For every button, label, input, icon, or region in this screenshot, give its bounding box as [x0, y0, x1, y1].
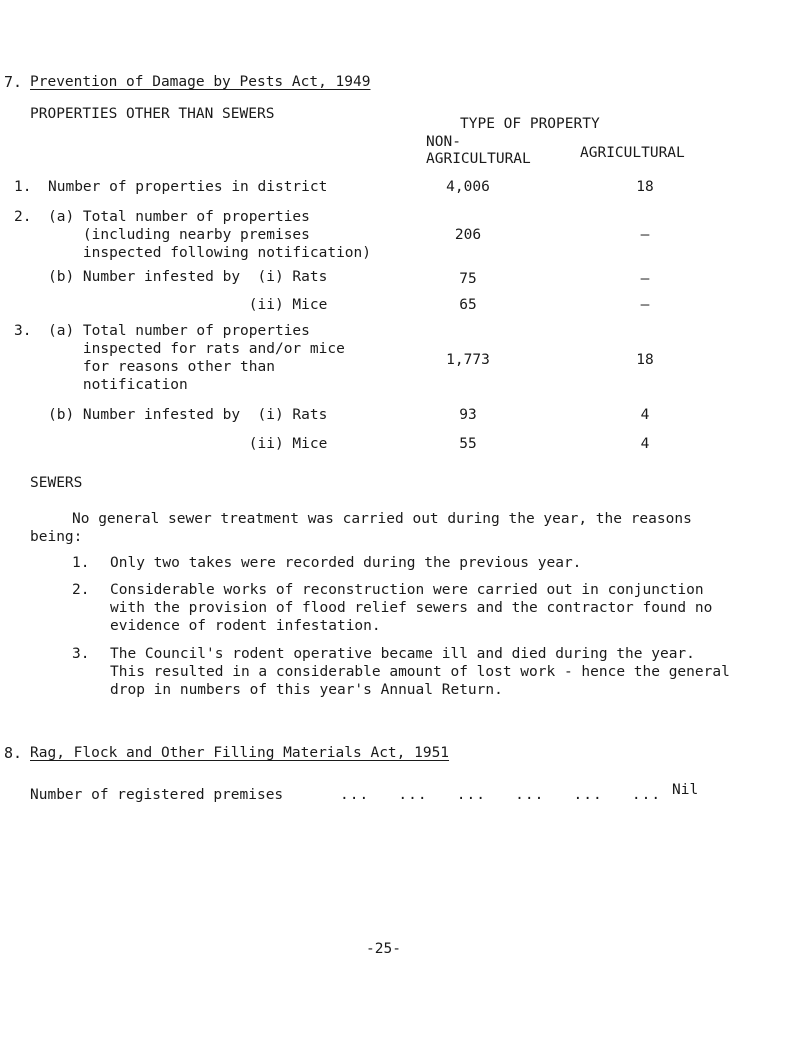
row-number: 1.	[14, 179, 32, 195]
row-label: inspected following notification)	[48, 245, 372, 261]
sewers-heading: SEWERS	[30, 475, 83, 491]
row-value-nonagri: 4,006	[446, 179, 490, 195]
row-label: (ii) Mice	[48, 436, 328, 452]
section-7-title: Prevention of Damage by Pests Act, 1949	[30, 74, 371, 90]
row-value-nonagri: 55	[459, 436, 477, 452]
row-value-nonagri: 65	[459, 297, 477, 313]
row-value-agri: –	[640, 227, 650, 243]
leader-dots: ... ... ... ... ... ...	[340, 787, 662, 803]
row-number: 2.	[14, 209, 32, 225]
reason-text: evidence of rodent infestation.	[110, 618, 381, 634]
registered-premises-label: Number of registered premises	[30, 787, 284, 803]
row-label: (ii) Mice	[48, 297, 328, 313]
section-8-number: 8.	[4, 744, 23, 762]
row-label: (b) Number infested by (i) Rats	[48, 407, 328, 423]
registered-premises-value: Nil	[672, 782, 699, 798]
row-value-agri: 4	[640, 407, 650, 423]
section-8-title: Rag, Flock and Other Filling Materials Act, 1951	[30, 745, 450, 761]
page-number: -25-	[366, 941, 401, 957]
reason-text: This resulted in a considerable amount of lost work - hence the general	[110, 664, 730, 680]
row-value-agri: –	[640, 297, 650, 313]
row-number: 3.	[14, 323, 32, 339]
row-value-nonagri: 1,773	[446, 352, 490, 368]
reason-number: 2.	[72, 582, 90, 598]
reason-text: with the provision of flood relief sewers and the contractor found no	[110, 600, 713, 616]
row-label: inspected for rats and/or mice	[48, 341, 345, 357]
row-label: notification	[48, 377, 188, 393]
reason-text: drop in numbers of this year's Annual Return.	[110, 682, 503, 698]
section-7-number: 7.	[4, 73, 23, 91]
row-label: (b) Number infested by (i) Rats	[48, 269, 328, 285]
row-value-agri: 18	[636, 179, 654, 195]
col-agri: AGRICULTURAL	[580, 145, 685, 161]
row-value-agri: 4	[640, 436, 650, 452]
reason-text: Only two takes were recorded during the previous year.	[110, 555, 582, 571]
row-label: Number of properties in district	[48, 179, 328, 195]
reason-number: 1.	[72, 555, 90, 571]
col-nonagri-line2: AGRICULTURAL	[426, 151, 531, 167]
reason-text: The Council's rodent operative became ill and died during the year.	[110, 646, 695, 662]
col-nonagri-line1: NON-	[426, 134, 461, 150]
type-of-property-header: TYPE OF PROPERTY	[460, 116, 600, 132]
reason-number: 3.	[72, 646, 90, 662]
row-value-agri: –	[640, 271, 650, 287]
sewers-intro: No general sewer treatment was carried out during the year, the reasons	[72, 511, 692, 527]
sewers-intro: being:	[30, 529, 83, 545]
row-value-nonagri: 93	[459, 407, 477, 423]
properties-heading: PROPERTIES OTHER THAN SEWERS	[30, 106, 275, 122]
row-value-agri: 18	[636, 352, 654, 368]
row-label: for reasons other than	[48, 359, 275, 375]
row-label: (a) Total number of properties	[48, 323, 310, 339]
row-value-nonagri: 206	[454, 227, 482, 243]
row-label: (including nearby premises	[48, 227, 310, 243]
row-label: (a) Total number of properties	[48, 209, 310, 225]
row-value-nonagri: 75	[459, 271, 477, 287]
reason-text: Considerable works of reconstruction were carried out in conjunction	[110, 582, 704, 598]
